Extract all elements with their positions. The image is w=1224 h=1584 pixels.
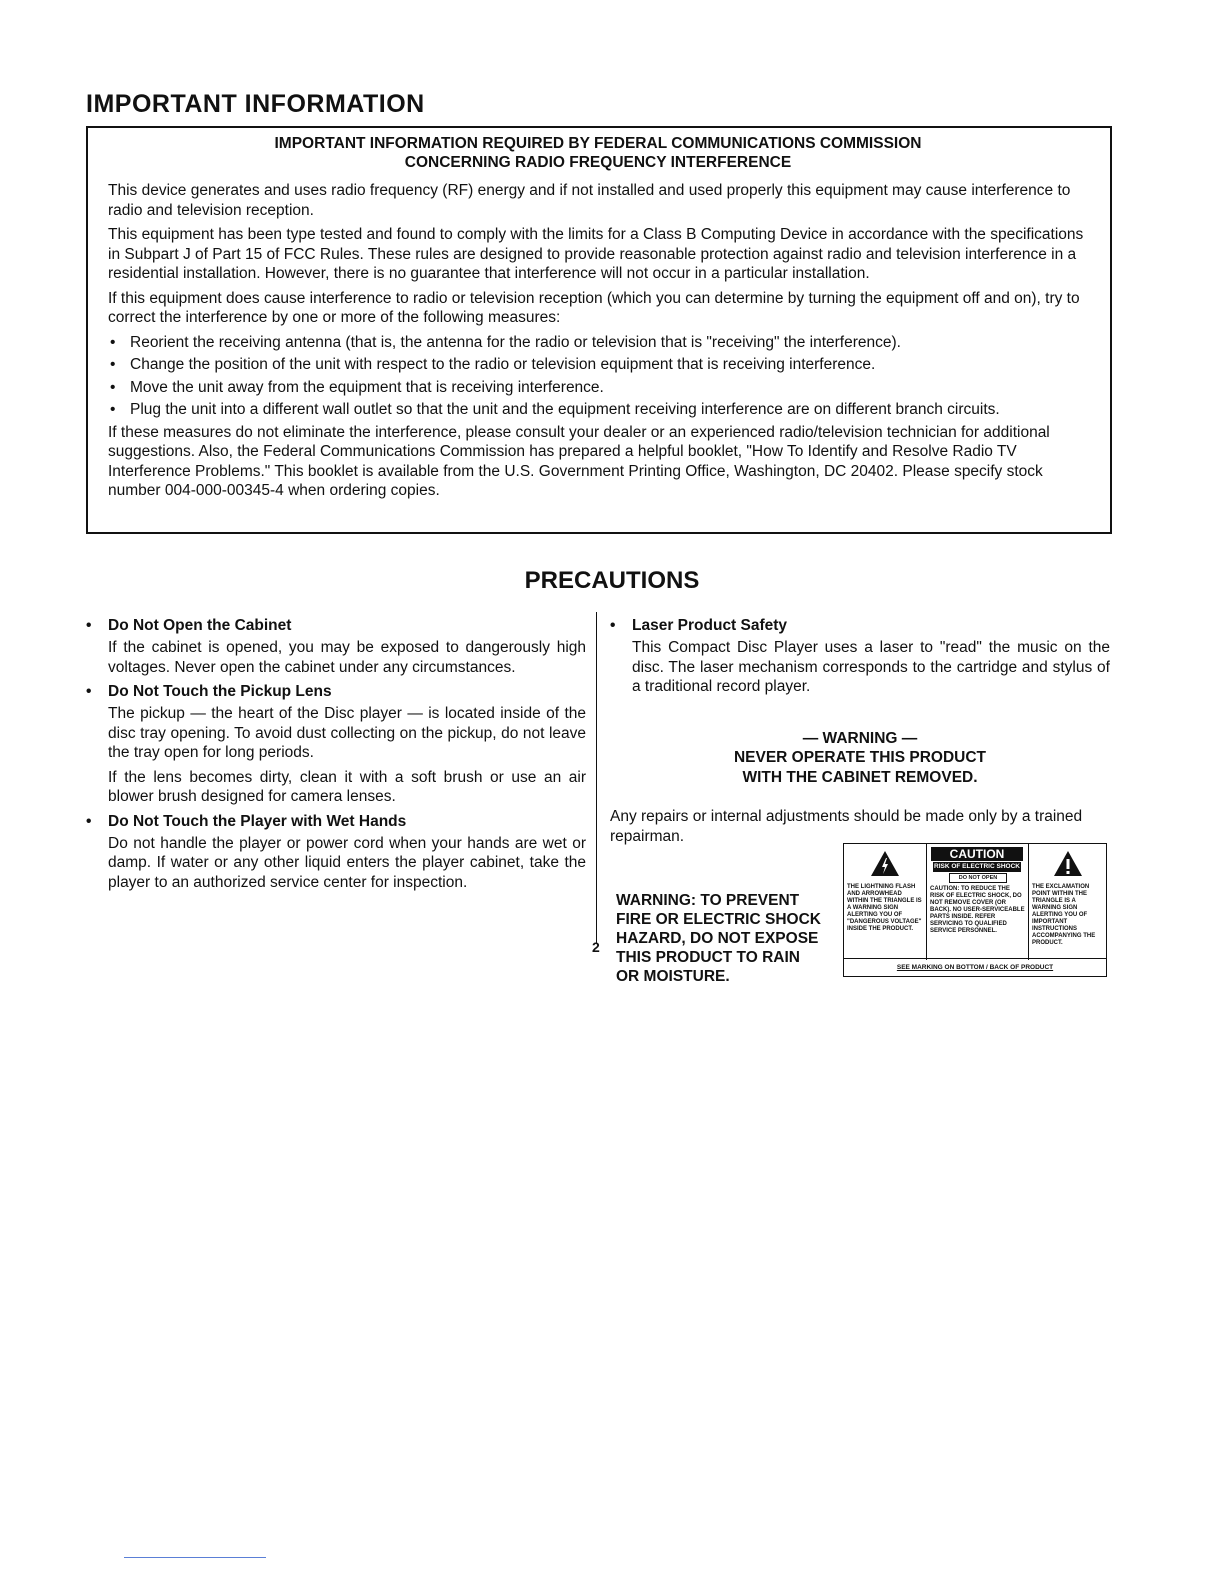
precaution-body-lens-cleaning: If the lens becomes dirty, clean it with a soft brush or use an air blower brush designed for camera lenses. bbox=[108, 768, 586, 805]
bullet-icon: • bbox=[86, 617, 92, 634]
lightning-triangle-icon bbox=[870, 850, 900, 877]
precaution-body-pickup-lens: The pickup — the heart of the Disc player — is located inside of the disc tray opening. To avoid dust collecting on the pickup, do not leave the tray open for long periods. bbox=[108, 705, 586, 761]
caution-exclamation-text: THE EXCLAMATION POINT WITHIN THE TRIANGLE IS A WARNING SIGN ALERTING YOU OF IMPORTANT INSTRUCTIONS ACCOMPANYING THE PRODUCT. bbox=[1032, 884, 1096, 946]
scan-artifact-line bbox=[124, 1557, 266, 1558]
page-title: IMPORTANT INFORMATION bbox=[86, 90, 425, 118]
bullet-icon: • bbox=[110, 333, 116, 351]
precaution-heading-laser: • Laser Product Safety bbox=[610, 617, 788, 634]
caution-lightning-text: THE LIGHTNING FLASH AND ARROWHEAD WITHIN THE TRIANGLE IS A WARNING SIGN ALERTING YOU OF "DANGEROUS VOLTAGE" INSIDE THE PRODUCT. bbox=[847, 884, 922, 932]
precaution-heading-wet-hands: • Do Not Touch the Player with Wet Hands bbox=[86, 812, 407, 830]
precaution-body-wet-hands: Do not handle the player or power cord when your hands are wet or damp. If water or any other liquid enters the player cabinet, take the player to an authorized service center for inspection. bbox=[108, 834, 586, 891]
fcc-paragraph-3: If this equipment does cause interference to radio or television reception (which you can determine by turning the equipment off and on), try to correct the interference by one or more of the following measures: bbox=[108, 289, 1080, 326]
shock-warning: WARNING: TO PREVENT FIRE OR ELECTRIC SHOCK HAZARD, DO NOT EXPOSE THIS PRODUCT TO RAIN OR MOISTURE. bbox=[616, 892, 821, 985]
caution-center-text: CAUTION: TO REDUCE THE RISK OF ELECTRIC SHOCK, DO NOT REMOVE COVER (OR BACK). NO USER-SERVICEABLE PARTS INSIDE. REFER SERVICING TO QUALIFIED SERVICE PERSONNEL. bbox=[930, 886, 1025, 934]
caution-exclamation-panel bbox=[1029, 844, 1106, 960]
cabinet-warning-line2: NEVER OPERATE THIS PRODUCT bbox=[733, 749, 987, 766]
caution-footer: SEE MARKING ON BOTTOM / BACK OF PRODUCT bbox=[844, 958, 1106, 976]
fcc-measures-list bbox=[108, 333, 1088, 420]
list-item: • Plug the unit into a different wall outlet so that the unit and the equipment receiving interference are on different branch circuits. bbox=[110, 401, 1000, 418]
caution-do-not-open: DO NOT OPEN bbox=[949, 873, 1007, 883]
bullet-icon: • bbox=[110, 401, 116, 418]
precaution-body-laser: This Compact Disc Player uses a laser to "read" the music on the disc. The laser mechanism corresponds to the cartridge and stylus of a traditional record player. bbox=[632, 639, 1110, 695]
bullet-icon: • bbox=[610, 617, 616, 634]
fcc-heading bbox=[108, 134, 1088, 172]
bullet-icon: • bbox=[110, 356, 116, 373]
list-item: • Move the unit away from the equipment that is receiving interference. bbox=[110, 378, 604, 396]
caution-shock-risk: RISK OF ELECTRIC SHOCK bbox=[934, 863, 1020, 870]
fcc-paragraph-1: This device generates and uses radio frequency (RF) energy and if not installed and used properly this equipment may cause interference to radio and television reception. bbox=[108, 182, 1071, 219]
precautions-title: PRECAUTIONS bbox=[524, 567, 700, 594]
precaution-body-cabinet: If the cabinet is opened, you may be exposed to dangerously high voltages. Never open the cabinet under any circumstances. bbox=[108, 639, 586, 676]
caution-label bbox=[843, 843, 1107, 977]
caution-lightning-panel bbox=[844, 844, 927, 960]
bullet-icon: • bbox=[86, 683, 92, 700]
fcc-heading-line1: IMPORTANT INFORMATION REQUIRED BY FEDERAL COMMUNICATIONS COMMISSION bbox=[274, 135, 922, 152]
repair-note: Any repairs or internal adjustments should be made only by a trained repairman. bbox=[610, 808, 1083, 845]
list-item: • Reorient the receiving antenna (that is, the antenna for the radio or television that is "receiving" the interference). bbox=[110, 333, 901, 351]
caution-center-panel bbox=[927, 844, 1029, 960]
bullet-icon: • bbox=[86, 812, 92, 830]
bullet-icon: • bbox=[110, 378, 116, 396]
page-number: 2 bbox=[592, 939, 600, 955]
exclamation-triangle-icon bbox=[1053, 850, 1083, 877]
precaution-heading-cabinet: • Do Not Open the Cabinet bbox=[86, 617, 292, 634]
column-divider bbox=[596, 612, 597, 944]
list-item: • Change the position of the unit with respect to the radio or television equipment that is receiving interference. bbox=[110, 356, 876, 373]
fcc-paragraph-4: If these measures do not eliminate the interference, please consult your dealer or an experienced radio/television technician for additional suggestions. Also, the Federal Communications Commission has prepared a helpful booklet, "How To Identify and Resolve Radio TV Interference Problems." This booklet is available from the U.S. Government Printing Office, Washington, DC 20402. Please specify stock number 004-000-00345-4 when ordering copies. bbox=[108, 423, 1050, 499]
fcc-heading-line2: CONCERNING RADIO FREQUENCY INTERFERENCE bbox=[404, 154, 792, 171]
precautions-left-column bbox=[86, 614, 586, 897]
cabinet-warning bbox=[610, 729, 1110, 788]
fcc-notice-box bbox=[86, 126, 1112, 534]
cabinet-warning-line3: WITH THE CABINET REMOVED. bbox=[742, 768, 978, 786]
caution-banner: CAUTION bbox=[931, 847, 1023, 861]
fcc-paragraph-2: This equipment has been type tested and found to comply with the limits for a Class B Computing Device in accordance with the specifications in Subpart J of Part 15 of FCC Rules. These rules are designed to provide reasonable protection against radio and television interference in a residential installation. However, there is no guarantee that interference will not occur in a particular installation. bbox=[108, 226, 1084, 282]
precaution-heading-pickup-lens: • Do Not Touch the Pickup Lens bbox=[86, 683, 332, 700]
precautions-right-column bbox=[610, 614, 1110, 847]
cabinet-warning-line1: — WARNING — bbox=[802, 729, 918, 747]
